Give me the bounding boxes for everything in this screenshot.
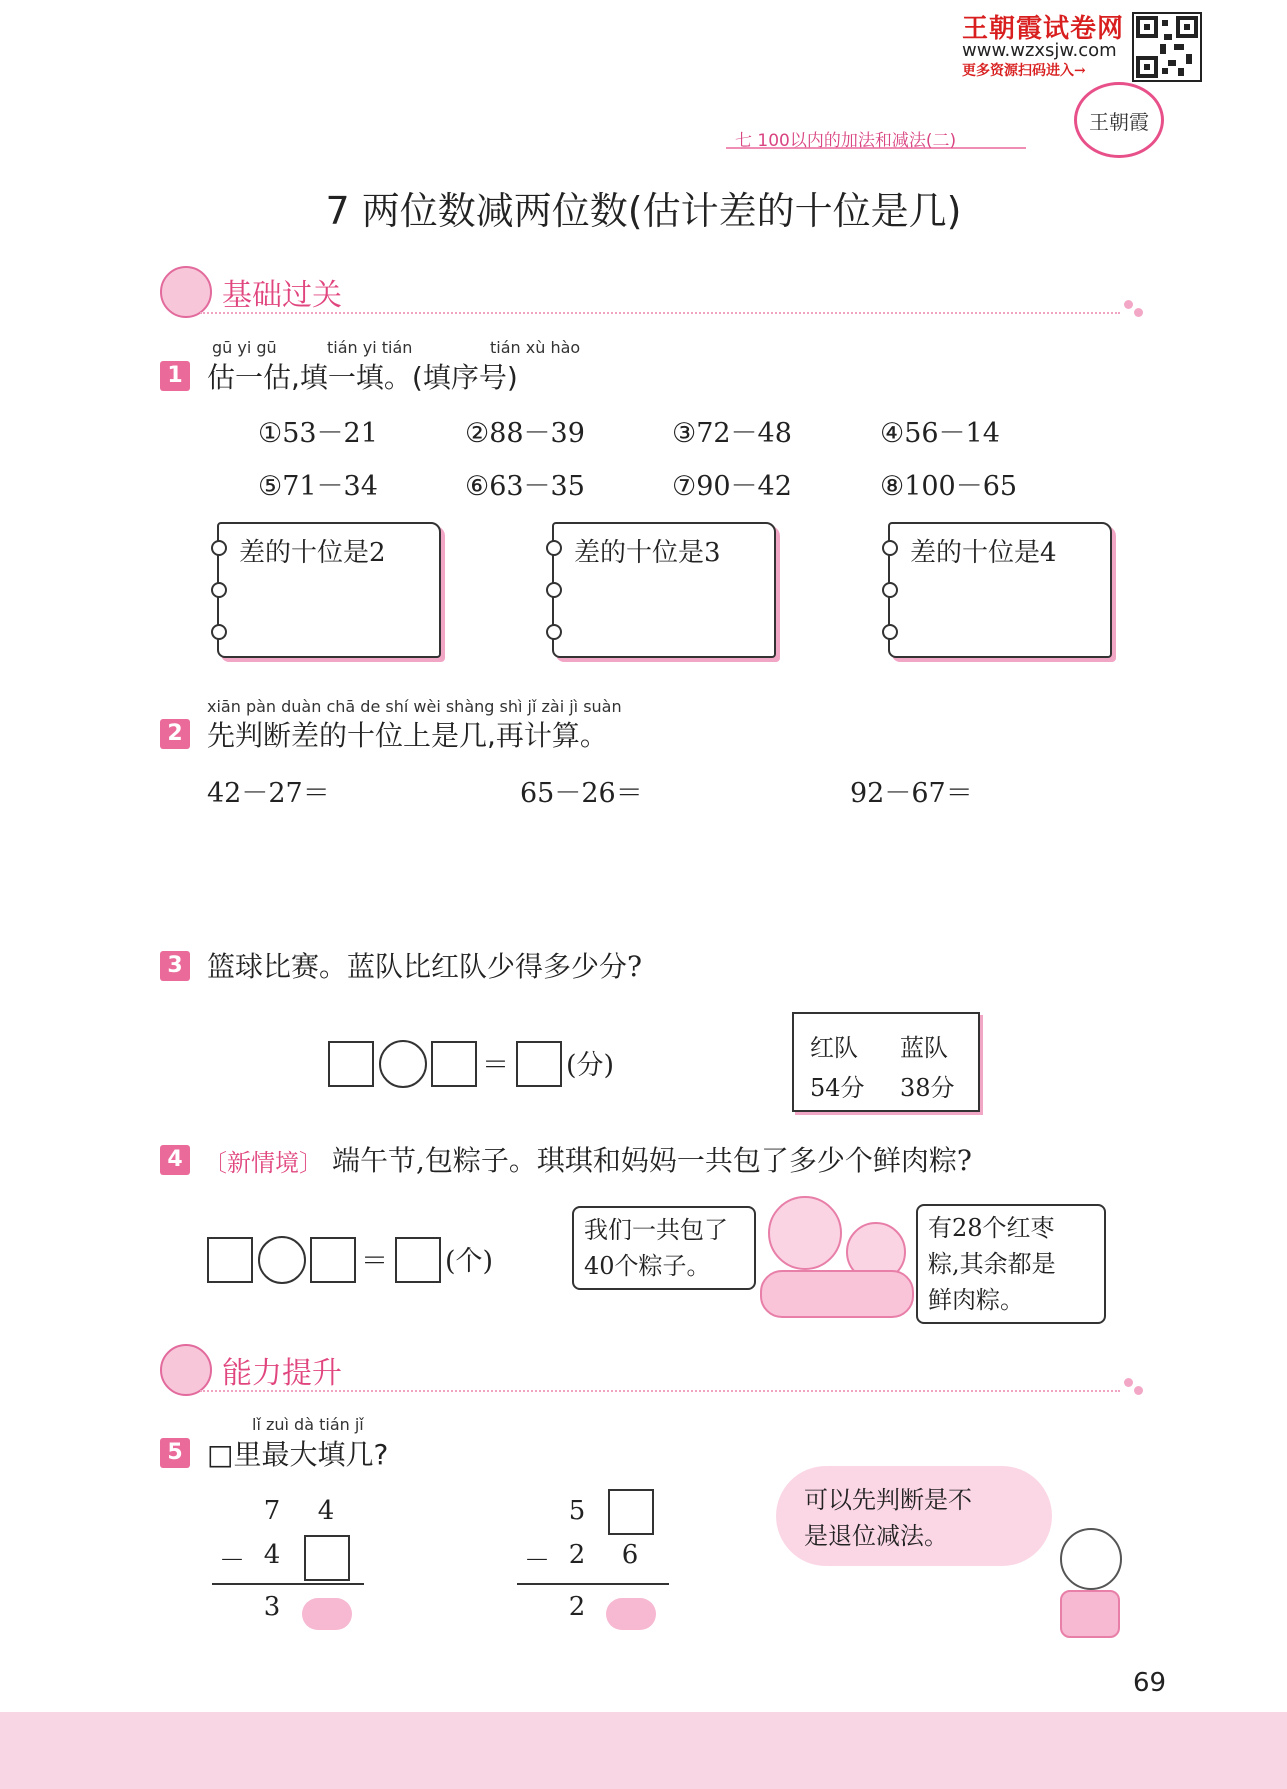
ring-hole [211, 540, 227, 556]
question-text: □里最大填几? [207, 1438, 389, 1471]
operator-circle[interactable] [258, 1236, 306, 1284]
new-context-tag: 〔新情境〕 [203, 1149, 323, 1177]
boy-face-icon [1060, 1528, 1122, 1590]
answer-note[interactable] [217, 522, 441, 658]
answer-box[interactable] [304, 1535, 350, 1581]
question-number: 3 [160, 951, 190, 981]
speech-bubble [916, 1204, 1106, 1324]
answer-box[interactable] [207, 1237, 253, 1283]
table-cell: 38分 [900, 1074, 955, 1102]
bubble-line: 是退位减法。 [804, 1522, 948, 1550]
question-text: 估一估,填一填。(填序号) [207, 361, 518, 394]
bubble-line: 我们一共包了 [584, 1216, 728, 1244]
digit: 5 [568, 1496, 586, 1526]
table-head: 红队 [810, 1034, 858, 1062]
ring-hole [211, 582, 227, 598]
minus-sign: － [218, 1546, 245, 1576]
unit-label: (分) [566, 1050, 615, 1081]
answer-box[interactable] [516, 1041, 562, 1087]
bottom-band [0, 1712, 1287, 1789]
question-number: 2 [160, 719, 190, 749]
bubble-line: 40个粽子。 [584, 1252, 711, 1280]
answer-box[interactable] [395, 1237, 441, 1283]
answer-note[interactable] [888, 522, 1112, 658]
boy-avatar-icon [160, 1344, 212, 1396]
pinyin: tián xù hào [490, 338, 581, 357]
speech-bubble [572, 1206, 756, 1290]
expression: ②88－39 [465, 418, 585, 449]
page-number: 69 [1133, 1668, 1167, 1698]
expression: ⑤71－34 [258, 471, 378, 502]
digit: 2 [568, 1540, 586, 1570]
ring-hole [546, 582, 562, 598]
ring-hole [882, 624, 898, 640]
answer-box[interactable] [431, 1041, 477, 1087]
question-number: 5 [160, 1438, 190, 1468]
table-cell: 54分 [810, 1074, 865, 1102]
question-number: 4 [160, 1145, 190, 1175]
digit: 3 [263, 1592, 281, 1622]
answer-box[interactable] [328, 1041, 374, 1087]
question-number: 1 [160, 361, 190, 391]
answer-box[interactable] [608, 1489, 654, 1535]
mother-figure-icon [768, 1196, 842, 1270]
brand-name: 王朝霞试卷网 [962, 14, 1125, 44]
unit-label: (个) [445, 1246, 494, 1277]
question-text: 端午节,包粽子。琪琪和妈妈一共包了多少个鲜肉粽? [332, 1144, 972, 1177]
digit: 7 [263, 1496, 281, 1526]
girl-avatar-icon [160, 266, 212, 318]
expression: ③72－48 [672, 418, 792, 449]
equals-sign: ＝ [482, 1050, 509, 1081]
bubble-line: 有28个红枣 [928, 1214, 1055, 1242]
question-text: 篮球比赛。蓝队比红队少得多少分? [207, 950, 643, 983]
calc-line [517, 1583, 669, 1585]
bubble-line: 可以先判断是不 [804, 1486, 972, 1514]
expression: ⑥63－35 [465, 471, 585, 502]
digit: 6 [621, 1540, 639, 1570]
section-title-basic: 基础过关 [222, 278, 342, 313]
expression: ⑧100－65 [880, 471, 1018, 502]
answer-box[interactable] [310, 1237, 356, 1283]
section-title-advanced: 能力提升 [222, 1356, 342, 1391]
section-divider [200, 1390, 1120, 1392]
bubble-line: 粽,其余都是 [928, 1250, 1056, 1278]
ring-hole [211, 624, 227, 640]
equals-sign: ＝ [361, 1246, 388, 1277]
logo-text: 王朝霞 [1089, 109, 1149, 134]
divider-dot [1134, 1386, 1143, 1395]
ring-hole [882, 582, 898, 598]
answer-note[interactable] [552, 522, 776, 658]
unit-label: 七 100以内的加法和减法(二) [735, 131, 957, 151]
score-table [792, 1012, 980, 1112]
publisher-logo [1074, 82, 1164, 158]
divider-dot [1124, 1378, 1133, 1387]
page-title: 7 两位数减两位数(估计差的十位是几) [325, 189, 962, 233]
calc-line [212, 1583, 364, 1585]
expression: ④56－14 [880, 418, 1000, 449]
brand-cta: 更多资源扫码进入→ [962, 63, 1086, 79]
brand-url[interactable]: www.wzxsjw.com [962, 40, 1117, 61]
table-head: 蓝队 [900, 1034, 948, 1062]
question-text: 先判断差的十位上是几,再计算。 [207, 719, 608, 752]
pinyin: xiān pàn duàn chā de shí wèi shàng shì jǐ zài jì suàn [207, 697, 622, 716]
pinyin: lǐ zuì dà tián jǐ [252, 1415, 364, 1434]
digit: 4 [317, 1496, 335, 1526]
divider-dot [1124, 300, 1133, 309]
expression: 92－67＝ [850, 778, 973, 809]
pinyin: gū yi gū [212, 338, 277, 357]
digit: 4 [263, 1540, 281, 1570]
ring-hole [546, 624, 562, 640]
note-label: 差的十位是2 [239, 538, 386, 568]
divider-dot [1134, 308, 1143, 317]
qr-code-icon[interactable] [1132, 12, 1202, 82]
note-label: 差的十位是3 [574, 538, 721, 568]
expression: 65－26＝ [520, 778, 643, 809]
hint-bubble [776, 1466, 1052, 1566]
ring-hole [882, 540, 898, 556]
section-divider [200, 312, 1120, 314]
expression: ⑦90－42 [672, 471, 792, 502]
bubble-line: 鲜肉粽。 [928, 1286, 1024, 1314]
digit: 2 [568, 1592, 586, 1622]
boy-body-icon [1060, 1590, 1120, 1638]
operator-circle[interactable] [379, 1040, 427, 1088]
minus-sign: － [523, 1546, 550, 1576]
pinyin: tián yi tián [327, 338, 413, 357]
table-illustration [760, 1270, 914, 1318]
ring-hole [546, 540, 562, 556]
expression: ①53－21 [258, 418, 378, 449]
expression: 42－27＝ [207, 778, 330, 809]
cloud-icon [302, 1598, 352, 1630]
cloud-icon [606, 1598, 656, 1630]
note-label: 差的十位是4 [910, 538, 1057, 568]
